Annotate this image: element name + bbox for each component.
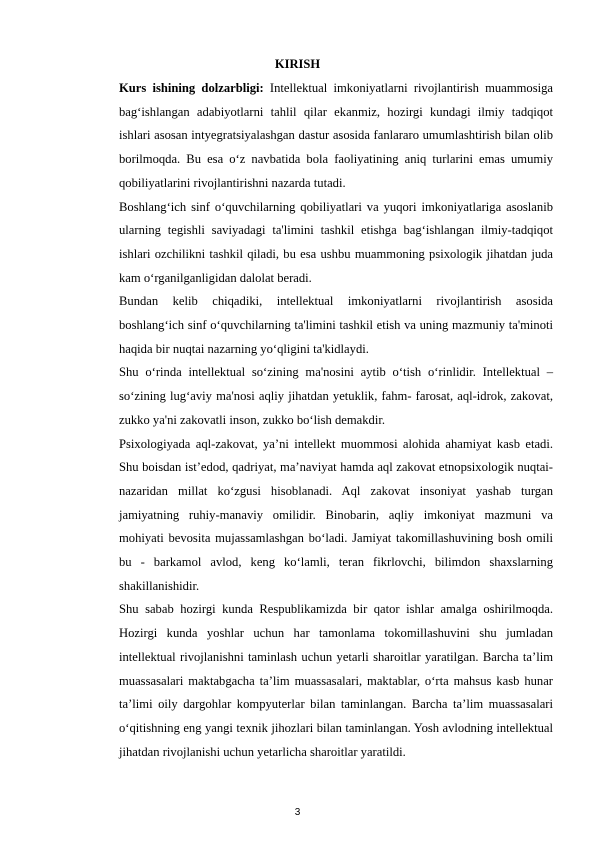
paragraph-text: Shu o‘rinda intellektual so‘zining ma'nosini aytib o‘tish o‘rinlidir. Intellektual – so‘zining lug‘aviy ma'nosi aqliy jihatdan yetuklik, fahm- farosat, aql-idrok, zakovat, zukko ya'ni zakovatli inson, zukko bo‘lish demakdir. xyxy=(119,365,553,427)
paragraph-text: Intellektual imkoniyatlarni rivojlantirish muammosiga bag‘ishlangan adabiyotlarni tahlil qilar ekanmiz, hozirgi kundagi ilmiy tadqiqot ishlari asosan intyegratsiyalashgan dastur asosida fanlararo umumlashtirish bilan olib borilmoqda. Bu esa o‘z navbatida bola faoliyatining aniq turlarini emas umumiy qobiliyatlarini rivojlantirishni nazarda tutadi. xyxy=(119,81,553,190)
paragraph-lead: Kurs ishining dolzarbligi: xyxy=(119,81,264,95)
paragraph-text: Shu sabab hozirgi kunda Respublikamizda bir qator ishlar amalga oshirilmoqda. Hozirgi kunda yoshlar uchun har tamonlama tokomillashuvini shu jumladan intellektual rivojlanishni taminlash uchun yetarli sharoitlar yaratilgan. Barcha ta’lim muassasalari maktabgacha ta’lim muassasalari, maktablar, o‘rta mahsus kasb hunar ta’limi oily dargohlar kompyuterlar bilan taminlangan. Barcha ta’lim muassasalari o‘qitishning eng yangi texnik jihozlari bilan taminlangan. Yosh avlodning intellektual jihatdan rivojlanishi uchun yetarlicha sharoitlar yaratildi. xyxy=(119,602,553,759)
paragraph-relevance xyxy=(119,77,553,196)
paragraph xyxy=(119,598,553,764)
paragraph xyxy=(119,361,553,432)
body-text xyxy=(119,77,553,764)
paragraph xyxy=(119,290,553,361)
page-title: KIRISH xyxy=(274,57,321,71)
paragraph-text: Bundan kelib chiqadiki, intellektual imkoniyatlarni rivojlantirish asosida boshlang‘ich sinf o‘quvchilarning ta'limini tashkil etish va uning mazmuniy ta'minoti haqida bir nuqtai nazarning yo‘qligini ta'kidlaydi. xyxy=(119,294,553,356)
paragraph xyxy=(119,433,553,599)
paragraph-text: Boshlang‘ich sinf o‘quvchilarning qobiliyatlari va yuqori imkoniyatlariga asoslanib ularning tegishli saviyadagi ta'limini tashkil etishga bag‘ishlangan ilmiy-tadqiqot ishlari ozchilikni tashkil qiladi, bu esa ushbu muammoning psixologik jihatdan juda kam o‘rganilganligidan dalolat beradi. xyxy=(119,199,553,285)
paragraph-text: Psixologiyada aql-zakovat, ya’ni intellekt muommosi alohida ahamiyat kasb etadi. Shu boisdan ist’edod, qadriyat, ma’naviyat hamda aql zakovat etnopsixologik nuqtai- nazaridan millat ko‘zgusi hisoblanadi. Aql zakovat insoniyat yashab turgan jamiyatning ruhiy-manaviy omilidir. Binobarin, aqliy imkoniyat mazmuni va mohiyati bevosita mujassamlashgan bo‘ladi. Jamiyat takomillashuvining bosh omili bu - barkamol avlod, keng ko‘lamli, teran fikrlovchi, bilimdon shaxslarning shakillanishidir. xyxy=(119,436,553,593)
page-number: 3 xyxy=(294,807,301,818)
paragraph xyxy=(119,196,553,291)
